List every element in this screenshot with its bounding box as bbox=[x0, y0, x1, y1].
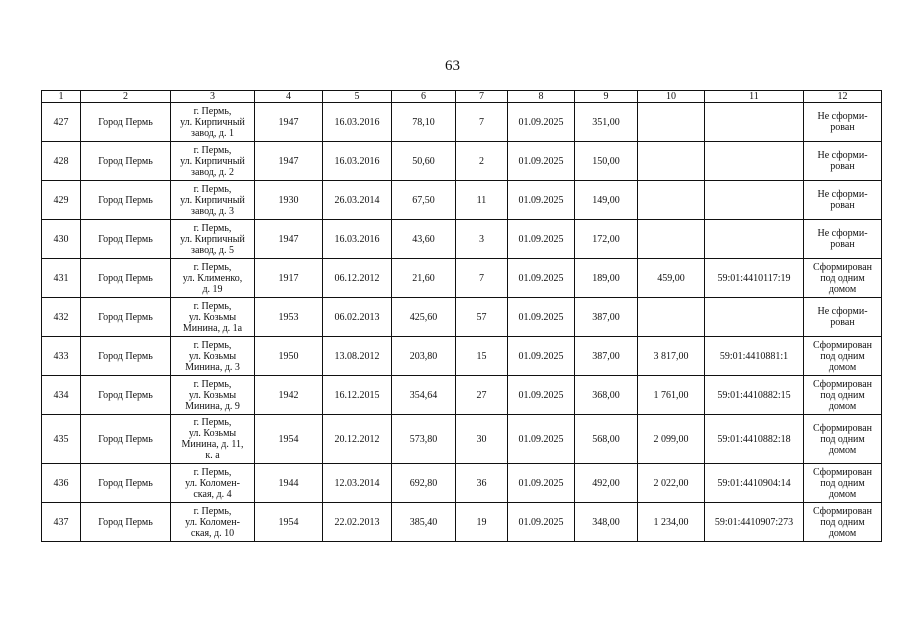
address-cell: г. Пермь, ул. Козьмы Минина, д. 1а bbox=[171, 298, 255, 337]
land-area-cell: 1 234,00 bbox=[638, 503, 705, 542]
column-header: 10 bbox=[638, 91, 705, 103]
land-status-cell: Сформирован под одним домом bbox=[804, 259, 882, 298]
address-cell: г. Пермь, ул. Коломен- ская, д. 4 bbox=[171, 464, 255, 503]
date-cell: 20.12.2012 bbox=[323, 415, 392, 464]
year-cell: 1944 bbox=[255, 464, 323, 503]
due-date-cell: 01.09.2025 bbox=[508, 376, 575, 415]
land-status-cell: Не сформи- рован bbox=[804, 220, 882, 259]
table-row bbox=[42, 181, 882, 220]
address-cell: г. Пермь, ул. Кирпичный завод, д. 5 bbox=[171, 220, 255, 259]
table-body bbox=[42, 103, 882, 542]
count-cell: 27 bbox=[456, 376, 508, 415]
header-row bbox=[42, 91, 882, 103]
address-cell: г. Пермь, ул. Кирпичный завод, д. 2 bbox=[171, 142, 255, 181]
column-header: 7 bbox=[456, 91, 508, 103]
count-cell: 11 bbox=[456, 181, 508, 220]
sum-cell: 368,00 bbox=[575, 376, 638, 415]
year-cell: 1917 bbox=[255, 259, 323, 298]
land-area-cell bbox=[638, 103, 705, 142]
sum-cell: 348,00 bbox=[575, 503, 638, 542]
page-number: 63 bbox=[445, 58, 460, 74]
year-cell: 1942 bbox=[255, 376, 323, 415]
cadastral-number-cell bbox=[705, 142, 804, 181]
column-header: 1 bbox=[42, 91, 81, 103]
date-cell: 16.03.2016 bbox=[323, 103, 392, 142]
land-area-cell: 2 099,00 bbox=[638, 415, 705, 464]
area-cell: 425,60 bbox=[392, 298, 456, 337]
housing-table bbox=[41, 90, 882, 542]
table-row bbox=[42, 337, 882, 376]
column-header: 9 bbox=[575, 91, 638, 103]
year-cell: 1947 bbox=[255, 103, 323, 142]
year-cell: 1954 bbox=[255, 503, 323, 542]
area-cell: 573,80 bbox=[392, 415, 456, 464]
year-cell: 1930 bbox=[255, 181, 323, 220]
due-date-cell: 01.09.2025 bbox=[508, 503, 575, 542]
sum-cell: 149,00 bbox=[575, 181, 638, 220]
cadastral-number-cell: 59:01:4410882:15 bbox=[705, 376, 804, 415]
land-area-cell: 1 761,00 bbox=[638, 376, 705, 415]
column-header: 6 bbox=[392, 91, 456, 103]
land-status-cell: Не сформи- рован bbox=[804, 298, 882, 337]
row-number-cell: 433 bbox=[42, 337, 81, 376]
land-status-cell: Не сформи- рован bbox=[804, 142, 882, 181]
sum-cell: 387,00 bbox=[575, 298, 638, 337]
due-date-cell: 01.09.2025 bbox=[508, 259, 575, 298]
city-cell: Город Пермь bbox=[81, 259, 171, 298]
sum-cell: 568,00 bbox=[575, 415, 638, 464]
area-cell: 21,60 bbox=[392, 259, 456, 298]
row-number-cell: 430 bbox=[42, 220, 81, 259]
date-cell: 06.02.2013 bbox=[323, 298, 392, 337]
count-cell: 2 bbox=[456, 142, 508, 181]
year-cell: 1950 bbox=[255, 337, 323, 376]
sum-cell: 387,00 bbox=[575, 337, 638, 376]
count-cell: 57 bbox=[456, 298, 508, 337]
row-number-cell: 427 bbox=[42, 103, 81, 142]
row-number-cell: 434 bbox=[42, 376, 81, 415]
land-area-cell bbox=[638, 142, 705, 181]
sum-cell: 351,00 bbox=[575, 103, 638, 142]
date-cell: 26.03.2014 bbox=[323, 181, 392, 220]
row-number-cell: 432 bbox=[42, 298, 81, 337]
area-cell: 203,80 bbox=[392, 337, 456, 376]
city-cell: Город Пермь bbox=[81, 298, 171, 337]
sum-cell: 172,00 bbox=[575, 220, 638, 259]
due-date-cell: 01.09.2025 bbox=[508, 220, 575, 259]
row-number-cell: 435 bbox=[42, 415, 81, 464]
cadastral-number-cell bbox=[705, 103, 804, 142]
city-cell: Город Пермь bbox=[81, 376, 171, 415]
city-cell: Город Пермь bbox=[81, 415, 171, 464]
cadastral-number-cell: 59:01:4410907:273 bbox=[705, 503, 804, 542]
address-cell: г. Пермь, ул. Клименко, д. 19 bbox=[171, 259, 255, 298]
address-cell: г. Пермь, ул. Козьмы Минина, д. 9 bbox=[171, 376, 255, 415]
date-cell: 16.03.2016 bbox=[323, 142, 392, 181]
column-header: 3 bbox=[171, 91, 255, 103]
land-status-cell: Сформирован под одним домом bbox=[804, 337, 882, 376]
count-cell: 7 bbox=[456, 103, 508, 142]
due-date-cell: 01.09.2025 bbox=[508, 142, 575, 181]
sum-cell: 189,00 bbox=[575, 259, 638, 298]
count-cell: 7 bbox=[456, 259, 508, 298]
date-cell: 12.03.2014 bbox=[323, 464, 392, 503]
sum-cell: 492,00 bbox=[575, 464, 638, 503]
cadastral-number-cell: 59:01:4410882:18 bbox=[705, 415, 804, 464]
year-cell: 1953 bbox=[255, 298, 323, 337]
land-area-cell: 2 022,00 bbox=[638, 464, 705, 503]
table-row bbox=[42, 376, 882, 415]
cadastral-number-cell bbox=[705, 298, 804, 337]
year-cell: 1947 bbox=[255, 142, 323, 181]
count-cell: 30 bbox=[456, 415, 508, 464]
city-cell: Город Пермь bbox=[81, 103, 171, 142]
address-cell: г. Пермь, ул. Козьмы Минина, д. 11, к. а bbox=[171, 415, 255, 464]
land-status-cell: Не сформи- рован bbox=[804, 181, 882, 220]
address-cell: г. Пермь, ул. Кирпичный завод, д. 1 bbox=[171, 103, 255, 142]
table-row bbox=[42, 259, 882, 298]
date-cell: 06.12.2012 bbox=[323, 259, 392, 298]
city-cell: Город Пермь bbox=[81, 181, 171, 220]
column-header: 11 bbox=[705, 91, 804, 103]
table-row bbox=[42, 298, 882, 337]
column-header: 12 bbox=[804, 91, 882, 103]
address-cell: г. Пермь, ул. Кирпичный завод, д. 3 bbox=[171, 181, 255, 220]
count-cell: 3 bbox=[456, 220, 508, 259]
land-area-cell: 459,00 bbox=[638, 259, 705, 298]
due-date-cell: 01.09.2025 bbox=[508, 464, 575, 503]
table-row bbox=[42, 103, 882, 142]
row-number-cell: 436 bbox=[42, 464, 81, 503]
due-date-cell: 01.09.2025 bbox=[508, 298, 575, 337]
area-cell: 692,80 bbox=[392, 464, 456, 503]
year-cell: 1954 bbox=[255, 415, 323, 464]
date-cell: 13.08.2012 bbox=[323, 337, 392, 376]
land-area-cell: 3 817,00 bbox=[638, 337, 705, 376]
column-header: 2 bbox=[81, 91, 171, 103]
city-cell: Город Пермь bbox=[81, 337, 171, 376]
table-row bbox=[42, 220, 882, 259]
city-cell: Город Пермь bbox=[81, 503, 171, 542]
land-status-cell: Не сформи- рован bbox=[804, 103, 882, 142]
column-header: 8 bbox=[508, 91, 575, 103]
city-cell: Город Пермь bbox=[81, 142, 171, 181]
land-area-cell bbox=[638, 220, 705, 259]
land-area-cell bbox=[638, 298, 705, 337]
land-status-cell: Сформирован под одним домом bbox=[804, 376, 882, 415]
cadastral-number-cell: 59:01:4410881:1 bbox=[705, 337, 804, 376]
column-header: 4 bbox=[255, 91, 323, 103]
area-cell: 78,10 bbox=[392, 103, 456, 142]
city-cell: Город Пермь bbox=[81, 220, 171, 259]
area-cell: 43,60 bbox=[392, 220, 456, 259]
count-cell: 19 bbox=[456, 503, 508, 542]
date-cell: 16.12.2015 bbox=[323, 376, 392, 415]
land-area-cell bbox=[638, 181, 705, 220]
address-cell: г. Пермь, ул. Коломен- ская, д. 10 bbox=[171, 503, 255, 542]
row-number-cell: 437 bbox=[42, 503, 81, 542]
count-cell: 36 bbox=[456, 464, 508, 503]
due-date-cell: 01.09.2025 bbox=[508, 337, 575, 376]
column-header: 5 bbox=[323, 91, 392, 103]
area-cell: 354,64 bbox=[392, 376, 456, 415]
land-status-cell: Сформирован под одним домом bbox=[804, 464, 882, 503]
table-row bbox=[42, 142, 882, 181]
due-date-cell: 01.09.2025 bbox=[508, 103, 575, 142]
row-number-cell: 431 bbox=[42, 259, 81, 298]
area-cell: 385,40 bbox=[392, 503, 456, 542]
row-number-cell: 428 bbox=[42, 142, 81, 181]
area-cell: 50,60 bbox=[392, 142, 456, 181]
table-row bbox=[42, 415, 882, 464]
date-cell: 22.02.2013 bbox=[323, 503, 392, 542]
table-row bbox=[42, 464, 882, 503]
land-status-cell: Сформирован под одним домом bbox=[804, 415, 882, 464]
row-number-cell: 429 bbox=[42, 181, 81, 220]
cadastral-number-cell bbox=[705, 220, 804, 259]
date-cell: 16.03.2016 bbox=[323, 220, 392, 259]
cadastral-number-cell: 59:01:4410117:19 bbox=[705, 259, 804, 298]
city-cell: Город Пермь bbox=[81, 464, 171, 503]
due-date-cell: 01.09.2025 bbox=[508, 181, 575, 220]
cadastral-number-cell: 59:01:4410904:14 bbox=[705, 464, 804, 503]
table-row bbox=[42, 503, 882, 542]
area-cell: 67,50 bbox=[392, 181, 456, 220]
land-status-cell: Сформирован под одним домом bbox=[804, 503, 882, 542]
address-cell: г. Пермь, ул. Козьмы Минина, д. 3 bbox=[171, 337, 255, 376]
cadastral-number-cell bbox=[705, 181, 804, 220]
sum-cell: 150,00 bbox=[575, 142, 638, 181]
year-cell: 1947 bbox=[255, 220, 323, 259]
count-cell: 15 bbox=[456, 337, 508, 376]
due-date-cell: 01.09.2025 bbox=[508, 415, 575, 464]
